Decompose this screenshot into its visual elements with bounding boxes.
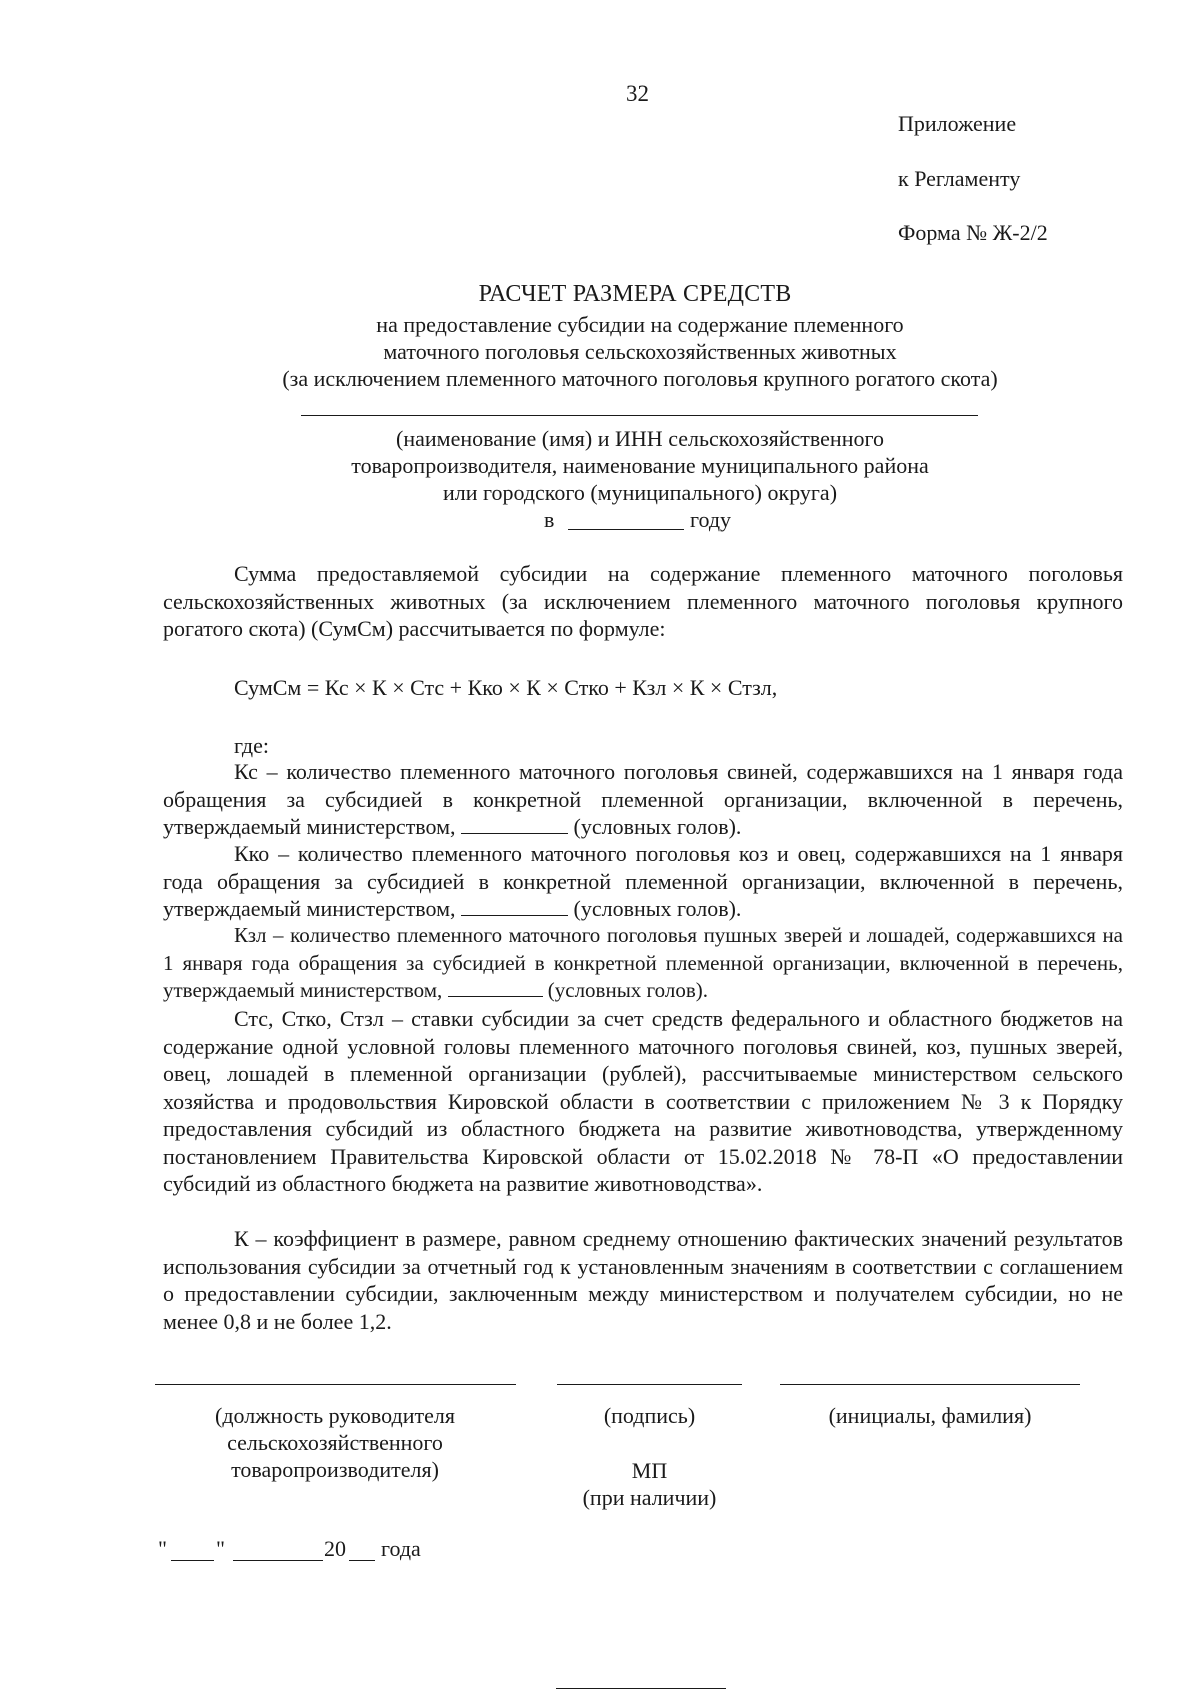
producer-caption-line-1: (наименование (имя) и ИНН сельскохозяйственного — [396, 426, 884, 451]
kko-unit: (условных голов). — [573, 896, 742, 921]
appendix-label: Приложение — [898, 111, 1017, 136]
title-line-3: (за исключением племенного маточного поголовья крупного рогатого скота) — [282, 366, 998, 391]
intro-paragraph: Сумма предоставляемой субсидии на содержание племенного маточного поголовья сельскохозяйственных животных (за исключением племенного маточного поголовья крупного рогатого скота) (СумСм) рассчитывается по формуле: — [163, 561, 1123, 641]
kzl-blank — [448, 977, 543, 997]
page-number: 32 — [626, 81, 649, 106]
kc-blank — [461, 814, 568, 834]
producer-caption-line-2: товаропроизводителя, наименование муниципального района — [351, 453, 929, 478]
position-caption-line-3: товаропроизводителя) — [231, 1457, 439, 1482]
coefficient-definition: К – коэффициент в размере, равном среднему отношению фактических значений результатов использования субсидии за отчетный год к установленным значениям в соответствии с соглашением о предоставлении субсидии, заключенным между министерством и получателем субсидии, но не менее 0,8 и не более 1,2. — [163, 1226, 1123, 1334]
year-suffix: году — [690, 507, 732, 532]
position-signature-line — [155, 1384, 516, 1385]
stamp-note: (при наличии) — [582, 1485, 717, 1510]
rates-definition: Стс, Стко, Стзл – ставки субсидии за счет средств федерального и областного бюджетов на содержание одной условной головы племенного маточного поголовья свиней, коз, пушных зверей, овец, лошадей в племенной организации (рублей), рассчитываемые министерством сельского хозяйства и продовольствия Кировской области в соответствии с приложением № 3 к Порядку предоставления субсидий из областного бюджета на развитие животноводства, утвержденному постановлением Правительства Кировской области от 15.02.2018 № 78-П «О предоставлении субсидий из областного бюджета на развитие животноводства». — [163, 1006, 1123, 1196]
kko-blank — [461, 896, 568, 916]
where-label: где: — [234, 733, 269, 758]
title-line-2: маточного поголовья сельскохозяйственных животных — [383, 339, 897, 364]
year-prefix: в — [544, 507, 555, 532]
form-number: Форма № Ж-2/2 — [898, 220, 1048, 245]
kko-definition — [163, 840, 1123, 923]
title-line-1: на предоставление субсидии на содержание племенного — [376, 312, 904, 337]
document-title: РАСЧЕТ РАЗМЕРА СРЕДСТВ — [478, 281, 792, 307]
stamp-label: МП — [631, 1458, 668, 1483]
date-day-blank — [171, 1560, 214, 1561]
producer-caption-line-3: или городского (муниципального) округа) — [442, 480, 838, 505]
date-year-suffix: года — [381, 1536, 421, 1561]
signature-caption: (подпись) — [603, 1403, 696, 1428]
position-caption-line-2: сельскохозяйственного — [227, 1430, 443, 1455]
name-caption: (инициалы, фамилия) — [828, 1403, 1032, 1428]
date-quote-close: " — [216, 1536, 225, 1561]
kzl-text: Кзл – количество племенного маточного поголовья пушных зверей и лошадей, содержавшихся на 1 января года обращения за субсидией в конкретной племенной организации, включенной в перечень, утверждаемый министерством, — [163, 923, 1123, 1002]
kzl-unit: (условных голов). — [547, 978, 709, 1002]
date-year-prefix: 20 — [324, 1536, 346, 1561]
kc-definition — [163, 758, 1123, 841]
producer-name-line — [301, 415, 978, 416]
formula: СумСм = Кс × К × Стс + Кко × К × Стко + Кзл × К × Стзл, — [234, 675, 778, 700]
kc-unit: (условных голов). — [573, 814, 742, 839]
date-year-blank — [349, 1560, 375, 1561]
position-caption-line-1: (должность руководителя — [215, 1403, 455, 1428]
date-month-blank — [233, 1560, 323, 1561]
kc-text: Кс – количество племенного маточного поголовья свиней, содержавшихся на 1 января года обращения за субсидией в конкретной племенной организации, включенной в перечень, утверждаемый министерством, — [163, 759, 1123, 839]
year-blank-line — [568, 529, 684, 530]
date-quote-open: " — [158, 1536, 167, 1561]
signature-line — [557, 1384, 742, 1385]
name-signature-line — [780, 1384, 1080, 1385]
kko-text: Кко – количество племенного маточного поголовья коз и овец, содержавшихся на 1 января года обращения за субсидией в конкретной племенной организации, включенной в перечень, утверждаемый министерством, — [163, 841, 1123, 921]
regulation-label: к Регламенту — [898, 166, 1021, 191]
kzl-definition — [163, 922, 1123, 1005]
footer-separator-line — [556, 1688, 726, 1689]
